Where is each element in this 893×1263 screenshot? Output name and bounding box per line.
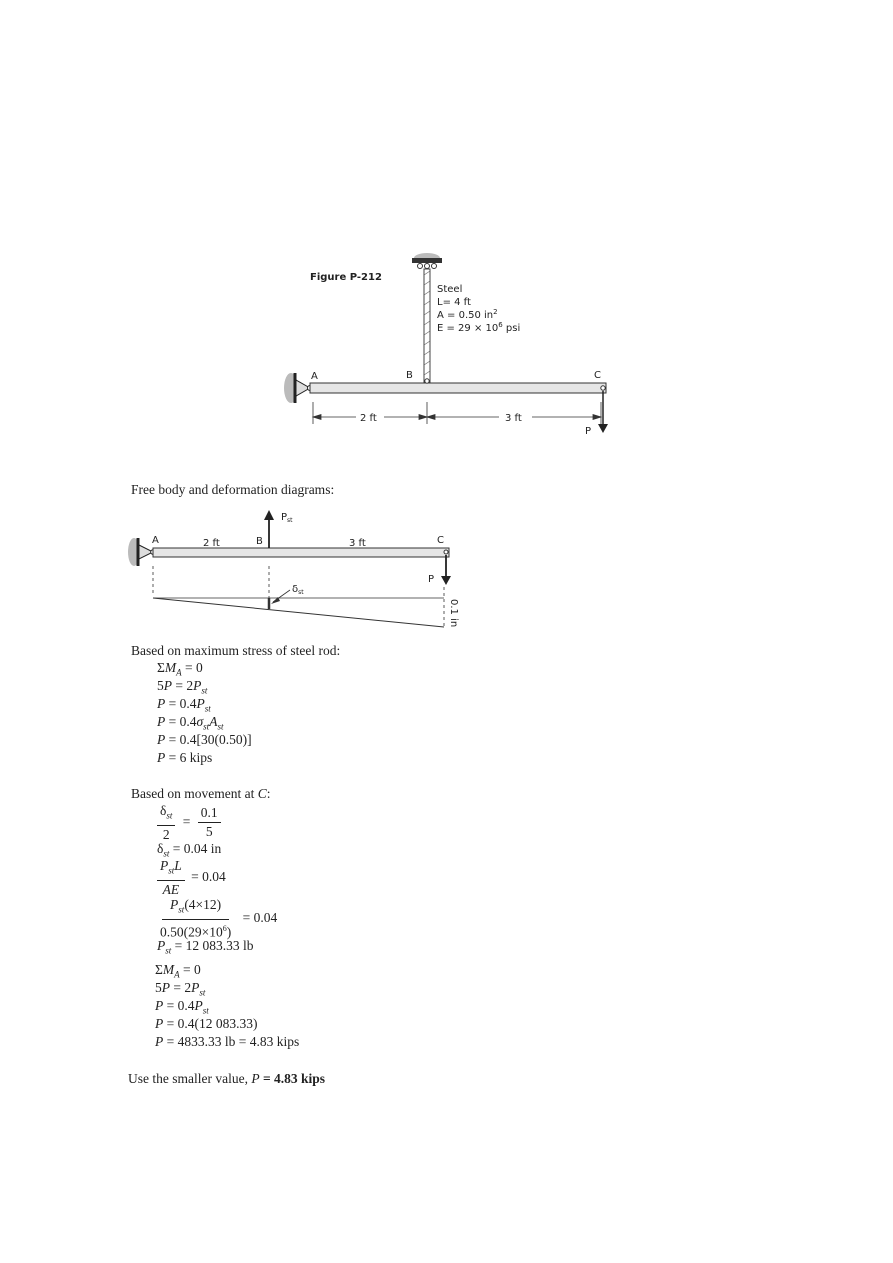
figure-p212 <box>0 0 893 460</box>
section1-line-3: $P = 0.4P_{st}$ <box>157 696 211 714</box>
section2-line-2: $5P = 2P_{st}$ <box>155 980 206 998</box>
deformation-diagram <box>153 598 444 627</box>
section1-line-6: P = 6 kips <box>157 750 213 765</box>
section2-heading: Based on movement at C: <box>131 786 271 801</box>
dimension-lines <box>313 402 601 424</box>
section2-eq-pl-ae: $\frac{P_{st}L}{AE}$ = 0.04 <box>157 858 226 898</box>
rod-modulus: $E = 29 \times 10^6$ psi <box>437 321 521 334</box>
label-c: C <box>594 370 601 381</box>
fbd-label-pst: $P_{st}$ <box>281 512 293 524</box>
section2-eq-ratio: $\frac{\delta_{st}}{2}$ = $\frac{0.1}{5}$ <box>157 803 221 843</box>
fbd-label-b: B <box>256 536 263 547</box>
figure-caption: Figure P-212 <box>310 272 382 283</box>
fbd-dim-ab: 2 ft <box>203 538 220 549</box>
label-p: P <box>585 426 592 437</box>
fbd-beam <box>153 548 449 557</box>
section2-line-4: P = 0.4(12 083.33) <box>155 1016 258 1031</box>
section1-line-4: $P = 0.4\sigma_{st}A_{st}$ <box>157 714 224 732</box>
beam <box>310 383 606 393</box>
fbd-label-a: A <box>152 535 159 546</box>
label-a: A <box>311 371 318 382</box>
ceiling-support-icon <box>412 253 442 269</box>
steel-rod <box>424 269 430 382</box>
fbd-label-p: P <box>428 574 435 585</box>
rod-area: A = 0.50 $in^2$ <box>437 308 498 321</box>
fbd-load-arrow <box>441 555 451 585</box>
fbd-heading: Free body and deformation diagrams: <box>131 482 335 497</box>
dim-bc: 3 ft <box>505 413 522 424</box>
section1-line-5: P = 0.4[30(0.50)] <box>157 732 252 747</box>
section2-line-3: $P = 0.4P_{st}$ <box>155 998 209 1016</box>
section2-eq-pst-value: $P_{st} = 12$ 083.33 lb <box>157 938 254 956</box>
label-b: B <box>406 370 413 381</box>
section2-eq-substituted: $\frac{P_{st}(4\times 12)}{0.50(29\times 10^6)}$ = 0.04 <box>160 897 278 940</box>
rod-length: L= 4 ft <box>437 297 471 308</box>
free-body-diagram <box>0 500 893 640</box>
fbd-label-delta: $\delta_{st}$ <box>292 584 304 596</box>
pst-arrow <box>264 510 274 548</box>
wall-support-icon <box>284 373 313 403</box>
rod-material: Steel <box>437 284 463 295</box>
fbd-label-c: C <box>437 535 444 546</box>
conclusion: Use the smaller value, P = 4.83 kips <box>128 1071 326 1086</box>
section2-eq-delta: $\delta_{st} = 0.04$ in <box>157 841 222 859</box>
fbd-label-gap: 0.1 in <box>448 599 459 628</box>
section1-heading: Based on maximum stress of steel rod: <box>131 643 341 658</box>
section2-line-5: P = 4833.33 lb = 4.83 kips <box>155 1034 300 1049</box>
section1-line-2: $5P = 2P_{st}$ <box>157 678 208 696</box>
fbd-dim-bc: 3 ft <box>349 538 366 549</box>
section1-line-1: $\Sigma M_A = 0$ <box>157 660 203 678</box>
load-arrow-p <box>598 391 608 433</box>
section2-line-1: $\Sigma M_A = 0$ <box>155 962 201 980</box>
dim-ab: 2 ft <box>360 413 377 424</box>
